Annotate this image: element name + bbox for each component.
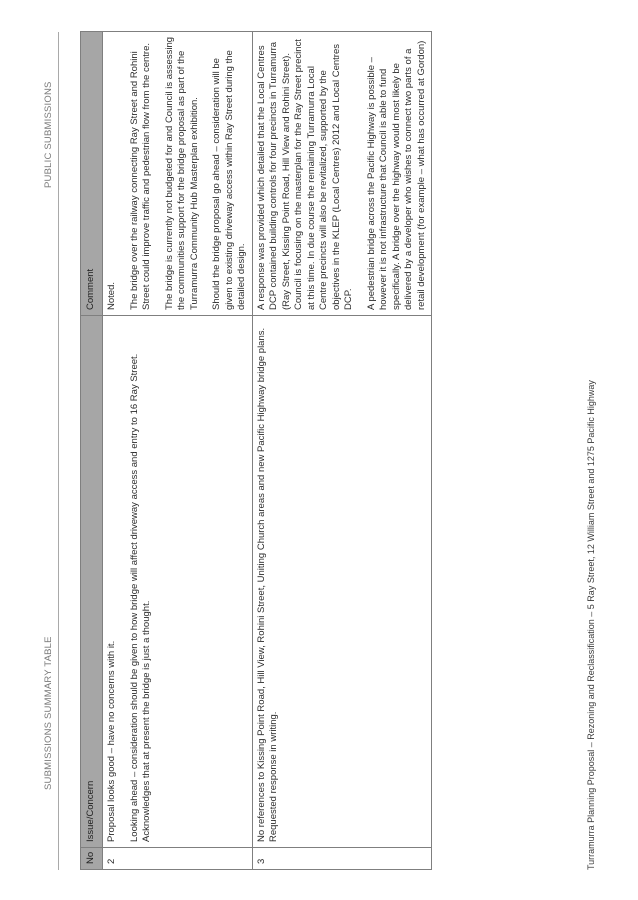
- row-number: 2: [103, 848, 253, 870]
- comment-cell: [252, 32, 432, 316]
- row-number: 3: [252, 848, 432, 870]
- comment-paragraph: Should the bridge proposal go ahead – consideration will be given to existing driveway access within Ray Street during the detailed design.: [211, 50, 247, 310]
- comment-paragraph: The bridge is currently not budgeted for and Council is assessing the communities support for the bridge proposal as part of the Turramurra Community Hub Masterplan exhibition.: [163, 36, 200, 310]
- table-row: [252, 32, 432, 870]
- issue-paragraph: Looking ahead – consideration should be given to how bridge will affect driveway access and entry to 16 Ray Street. Acknowledges that at present the bridge is just a thought.: [128, 353, 152, 842]
- header-section-label: PUBLIC SUBMISSIONS: [43, 81, 54, 188]
- issue-paragraph: Proposal looks good – have no concerns with it.: [106, 640, 117, 842]
- header-title: SUBMISSIONS SUMMARY TABLE: [43, 636, 54, 790]
- comment-paragraph: The bridge over the railway connecting Ray Street and Rohini Street could improve traffic and pedestrian flow from the centre.: [128, 42, 152, 310]
- column-header-issue: Issue/Concern: [81, 316, 103, 848]
- comment-cell: [103, 32, 253, 316]
- issue-cell: [252, 316, 432, 848]
- comment-paragraph: A response was provided which detailed that the Local Centres DCP contained building controls for four precincts in Turramurra (Ray Street, Kissing Point Road, Hill View and Rohini Street). Council is focusing on the masterplan for the Ray Street precinct at this time. In due course the remaining Turramurra Local Centre precincts will also be revitalized, supported by the objectives in the KLEP (Local Centres) 2012 and Local Centres DCP.: [255, 39, 354, 310]
- column-header-comment: Comment: [81, 32, 103, 316]
- column-header-no: No: [81, 848, 103, 870]
- header-rule: [58, 32, 59, 870]
- issue-cell: [103, 316, 253, 848]
- comment-paragraph: Noted.: [106, 282, 117, 310]
- comment-paragraph: A pedestrian bridge across the Pacific Highway is possible – however it is not infrastructure that Council is able to fund specifically. A bridge over the highway would most likely be delivered by a developer who wishes to connect two parts of a retail development (for example – what has occurred at Gordon): [365, 40, 427, 310]
- page-footer: Turramurra Planning Proposal – Rezoning and Reclassification – 5 Ray Street, 12 William Street and 1275 Pacific Highway: [586, 380, 596, 870]
- table-row: [103, 32, 253, 870]
- table-header-row: [81, 32, 103, 870]
- issue-paragraph: No references to Kissing Point Road, Hill View, Rohini Street, Uniting Church areas and new Pacific Highway bridge plans. Requested response in writing.: [255, 327, 279, 842]
- submissions-table: [80, 31, 432, 870]
